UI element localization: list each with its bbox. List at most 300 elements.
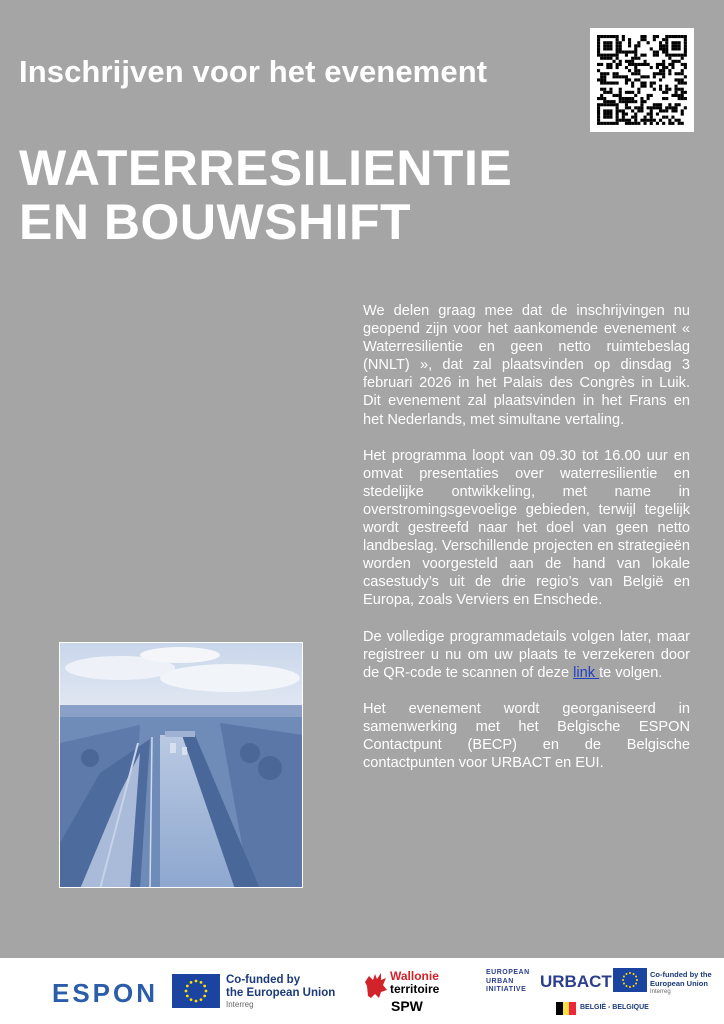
qr-module	[603, 54, 606, 57]
qr-module	[609, 91, 612, 94]
qr-module	[684, 51, 687, 54]
qr-module	[671, 47, 674, 50]
qr-module	[628, 69, 631, 72]
qr-module	[600, 54, 603, 57]
qr-module	[644, 38, 647, 41]
qr-module	[668, 54, 671, 57]
qr-module	[650, 109, 653, 112]
qr-module	[609, 57, 612, 60]
qr-module	[675, 41, 678, 44]
qr-module	[678, 54, 681, 57]
qr-module	[653, 88, 656, 91]
eu-star	[190, 981, 193, 984]
qr-module	[678, 119, 681, 122]
qr-module	[597, 113, 600, 116]
qr-module	[675, 88, 678, 91]
qr-module	[616, 72, 619, 75]
qr-module	[665, 116, 668, 119]
qr-module	[628, 60, 631, 63]
qr-module	[622, 75, 625, 78]
qr-module	[600, 94, 603, 97]
qr-module	[640, 63, 643, 66]
qr-module	[613, 60, 616, 63]
qr-module	[634, 57, 637, 60]
qr-module	[637, 63, 640, 66]
qr-module	[671, 66, 674, 69]
qr-module	[675, 119, 678, 122]
qr-module	[637, 57, 640, 60]
qr-module	[681, 78, 684, 81]
qr-module	[606, 122, 609, 125]
qr-module	[606, 103, 609, 106]
paragraph-3-end: te volgen.	[599, 664, 663, 681]
qr-module	[665, 35, 668, 38]
qr-module	[603, 91, 606, 94]
eu-star	[186, 985, 189, 988]
eu-cofunded-small-label	[650, 970, 724, 997]
qr-module	[603, 103, 606, 106]
qr-module	[613, 72, 616, 75]
qr-module	[631, 57, 634, 60]
qr-module	[675, 103, 678, 106]
qr-module	[675, 91, 678, 94]
qr-module	[653, 103, 656, 106]
qr-module	[678, 122, 681, 125]
qr-module	[671, 122, 674, 125]
qr-module	[600, 82, 603, 85]
qr-module	[619, 44, 622, 47]
qr-module	[603, 100, 606, 103]
qr-module	[681, 82, 684, 85]
qr-module	[662, 60, 665, 63]
qr-module	[681, 113, 684, 116]
qr-module	[597, 116, 600, 119]
qr-module	[637, 69, 640, 72]
qr-module	[640, 38, 643, 41]
qr-module	[603, 82, 606, 85]
qr-module	[609, 44, 612, 47]
qr-module	[656, 72, 659, 75]
qr-module	[628, 41, 631, 44]
qr-module	[675, 94, 678, 97]
qr-module	[665, 47, 668, 50]
qr-module	[600, 88, 603, 91]
qr-module	[631, 63, 634, 66]
qr-module	[603, 35, 606, 38]
qr-module	[656, 122, 659, 125]
qr-module	[650, 116, 653, 119]
qr-module	[637, 41, 640, 44]
qr-module	[600, 35, 603, 38]
qr-module	[684, 97, 687, 100]
qr-module	[659, 109, 662, 112]
qr-module	[634, 51, 637, 54]
eu-star	[633, 973, 635, 975]
footer-logos	[0, 958, 724, 1024]
qr-module	[678, 44, 681, 47]
qr-module	[609, 54, 612, 57]
qr-module	[644, 100, 647, 103]
qr-module	[619, 47, 622, 50]
eu-star	[635, 983, 637, 985]
qr-module	[662, 44, 665, 47]
qr-module	[662, 72, 665, 75]
qr-module	[616, 66, 619, 69]
qr-module	[609, 35, 612, 38]
paragraph-2: Het programma loopt van 09.30 tot 16.00 uur en omvat presentaties over waterresilientie en stedelijke ontwikkeling, met name in overstromingsgevoelige gebieden, terwijl tegelijk wordt gestreefd naar het doel van geen netto landbeslag. Verschillende projecten en strategieën worden voorgesteld aan de hand van lokale casestudy’s uit de drie regio’s van België en Europa, zoals Verviers en Enschede.	[363, 447, 690, 609]
qr-module	[668, 103, 671, 106]
qr-module	[631, 100, 634, 103]
qr-module	[628, 119, 631, 122]
eu-star	[629, 986, 631, 988]
qr-module	[597, 51, 600, 54]
qr-module	[628, 78, 631, 81]
qr-module	[644, 85, 647, 88]
qr-module	[597, 122, 600, 125]
qr-module	[597, 103, 600, 106]
eu-star	[636, 979, 638, 981]
qr-module	[597, 106, 600, 109]
qr-module	[609, 100, 612, 103]
qr-module	[616, 35, 619, 38]
qr-module	[678, 60, 681, 63]
qr-module	[650, 82, 653, 85]
qr-module	[628, 91, 631, 94]
qr-module	[644, 116, 647, 119]
qr-module	[675, 78, 678, 81]
qr-module	[662, 66, 665, 69]
qr-module	[671, 44, 674, 47]
qr-module	[653, 75, 656, 78]
qr-module	[600, 72, 603, 75]
qr-module	[671, 63, 674, 66]
qr-module	[684, 91, 687, 94]
qr-module	[647, 97, 650, 100]
qr-module	[622, 119, 625, 122]
qr-module	[681, 72, 684, 75]
qr-module	[684, 66, 687, 69]
qr-module	[634, 119, 637, 122]
qr-module	[662, 63, 665, 66]
eu-cofunded-small-text: Co-funded by the European Union	[650, 970, 712, 988]
eu-star	[626, 973, 628, 975]
qr-module	[665, 106, 668, 109]
qr-module	[662, 91, 665, 94]
qr-module	[613, 82, 616, 85]
qr-module	[634, 66, 637, 69]
qr-module	[619, 88, 622, 91]
eui-logo	[486, 969, 530, 995]
qr-module	[659, 78, 662, 81]
qr-module	[647, 106, 650, 109]
qr-module	[613, 103, 616, 106]
qr-module	[675, 85, 678, 88]
qr-module	[678, 78, 681, 81]
qr-module	[609, 63, 612, 66]
qr-module	[619, 41, 622, 44]
qr-module	[631, 60, 634, 63]
qr-module	[659, 69, 662, 72]
qr-module	[625, 119, 628, 122]
qr-module	[613, 75, 616, 78]
qr-module	[609, 66, 612, 69]
belgium-flag-icon	[556, 1002, 576, 1015]
qr-module	[597, 54, 600, 57]
qr-module	[675, 35, 678, 38]
qr-module	[656, 113, 659, 116]
qr-module	[659, 72, 662, 75]
qr-module	[603, 97, 606, 100]
qr-module	[622, 113, 625, 116]
qr-code-icon[interactable]	[590, 28, 694, 132]
qr-module	[678, 94, 681, 97]
qr-module	[662, 69, 665, 72]
qr-module	[628, 97, 631, 100]
qr-module	[613, 122, 616, 125]
qr-module	[678, 41, 681, 44]
qr-module	[640, 109, 643, 112]
wallonie-logo	[390, 970, 439, 996]
eu-star	[205, 990, 208, 993]
qr-module	[637, 109, 640, 112]
qr-module	[597, 109, 600, 112]
qr-module	[597, 63, 600, 66]
registration-link[interactable]: link	[573, 664, 600, 681]
qr-module	[606, 100, 609, 103]
qr-module	[600, 57, 603, 60]
eu-cofunded-line-2: the European Union	[226, 987, 336, 999]
qr-module	[616, 75, 619, 78]
qr-module	[628, 44, 631, 47]
qr-module	[628, 51, 631, 54]
qr-module	[619, 60, 622, 63]
eu-star	[203, 985, 206, 988]
interreg-label: Interreg	[226, 1000, 254, 1009]
qr-module	[640, 85, 643, 88]
qr-module	[659, 47, 662, 50]
qr-module	[671, 60, 674, 63]
qr-module	[671, 41, 674, 44]
qr-module	[603, 75, 606, 78]
rooster-icon	[363, 970, 389, 1005]
qr-module	[656, 51, 659, 54]
qr-module	[668, 88, 671, 91]
qr-module	[606, 82, 609, 85]
qr-module	[662, 116, 665, 119]
qr-module	[606, 91, 609, 94]
qr-module	[634, 69, 637, 72]
qr-module	[684, 47, 687, 50]
eu-cofunded-line-1: Co-funded by	[226, 974, 301, 986]
qr-module	[644, 75, 647, 78]
qr-module	[671, 106, 674, 109]
qr-module	[662, 97, 665, 100]
qr-module	[606, 113, 609, 116]
qr-module	[634, 72, 637, 75]
qr-module	[671, 109, 674, 112]
qr-module	[665, 51, 668, 54]
qr-module	[653, 35, 656, 38]
eu-star	[185, 990, 188, 993]
qr-module	[656, 103, 659, 106]
qr-module	[613, 54, 616, 57]
qr-module	[606, 54, 609, 57]
qr-module	[631, 122, 634, 125]
eu-star	[626, 985, 628, 987]
qr-module	[650, 85, 653, 88]
qr-module	[640, 106, 643, 109]
qr-module	[640, 103, 643, 106]
qr-module	[653, 38, 656, 41]
qr-module	[597, 44, 600, 47]
qr-module	[634, 54, 637, 57]
paragraph-3	[363, 628, 690, 682]
qr-module	[619, 51, 622, 54]
qr-module	[640, 54, 643, 57]
qr-module	[597, 97, 600, 100]
qr-module	[625, 91, 628, 94]
qr-module	[606, 63, 609, 66]
qr-module	[619, 91, 622, 94]
qr-module	[647, 94, 650, 97]
qr-module	[681, 122, 684, 125]
eu-flag-icon	[172, 974, 220, 1008]
belgie-label: BELGIË - BELGIQUE	[580, 1004, 649, 1011]
wallonie-label: Wallonie	[390, 969, 439, 983]
qr-module	[616, 57, 619, 60]
qr-module	[613, 94, 616, 97]
qr-module	[668, 57, 671, 60]
qr-module	[637, 122, 640, 125]
qr-module	[681, 57, 684, 60]
qr-module	[597, 78, 600, 81]
qr-module	[634, 94, 637, 97]
qr-module	[597, 47, 600, 50]
qr-module	[644, 35, 647, 38]
qr-module	[634, 78, 637, 81]
qr-module	[603, 72, 606, 75]
paragraph-1: We delen graag mee dat de inschrijvingen nu geopend zijn voor het aankomende evenement « Waterresilientie en geen netto ruimtebeslag (NNLT) », dat zal plaatsvinden op dinsdag 3 februari 2026 in het Palais des Congrès in Luik. Dit evenement zal plaatsvinden in het Frans en het Nederlands, met simultane vertaling.	[363, 303, 690, 428]
qr-module	[681, 69, 684, 72]
qr-module	[609, 113, 612, 116]
qr-module	[634, 44, 637, 47]
qr-module	[684, 82, 687, 85]
qr-module	[644, 63, 647, 66]
qr-module	[609, 109, 612, 112]
qr-module	[622, 97, 625, 100]
qr-module	[631, 91, 634, 94]
qr-module	[678, 103, 681, 106]
qr-module	[656, 35, 659, 38]
qr-module	[634, 100, 637, 103]
qr-module	[631, 85, 634, 88]
qr-module	[653, 72, 656, 75]
qr-module	[600, 122, 603, 125]
title-line-1: WATERRESILIENTIE	[19, 140, 513, 196]
qr-module	[659, 41, 662, 44]
paragraph-4: Het evenement wordt georganiseerd in samenwerking met het Belgische ESPON Contactpunt (BECP) en de Belgische contactpunten voor URBACT en EUI.	[363, 700, 690, 772]
qr-module	[628, 100, 631, 103]
qr-module	[631, 97, 634, 100]
qr-module	[647, 119, 650, 122]
qr-module	[650, 122, 653, 125]
qr-module	[606, 57, 609, 60]
qr-module	[616, 103, 619, 106]
event-subtitle: Inschrijven voor het evenement	[19, 54, 488, 89]
qr-module	[662, 122, 665, 125]
qr-module	[659, 85, 662, 88]
qr-module	[684, 44, 687, 47]
qr-module	[662, 75, 665, 78]
qr-module	[631, 109, 634, 112]
qr-module	[659, 44, 662, 47]
qr-module	[656, 66, 659, 69]
qr-module	[625, 51, 628, 54]
qr-module	[675, 60, 678, 63]
qr-module	[637, 72, 640, 75]
qr-module	[640, 97, 643, 100]
qr-module	[678, 88, 681, 91]
qr-module	[665, 97, 668, 100]
qr-module	[631, 116, 634, 119]
qr-module	[671, 54, 674, 57]
qr-module	[665, 109, 668, 112]
qr-module	[668, 122, 671, 125]
qr-module	[603, 113, 606, 116]
qr-module	[619, 119, 622, 122]
qr-module	[606, 47, 609, 50]
qr-module	[616, 51, 619, 54]
qr-module	[665, 44, 668, 47]
qr-module	[603, 47, 606, 50]
qr-module	[665, 85, 668, 88]
qr-module	[603, 109, 606, 112]
qr-module	[616, 63, 619, 66]
qr-module	[653, 54, 656, 57]
qr-module	[684, 54, 687, 57]
qr-module	[684, 106, 687, 109]
qr-module	[631, 82, 634, 85]
qr-module	[603, 116, 606, 119]
qr-module	[640, 75, 643, 78]
qr-module	[625, 100, 628, 103]
qr-module	[640, 119, 643, 122]
qr-module	[634, 113, 637, 116]
qr-module	[653, 82, 656, 85]
qr-module	[681, 54, 684, 57]
qr-module	[619, 63, 622, 66]
qr-module	[616, 116, 619, 119]
qr-module	[671, 94, 674, 97]
qr-module	[609, 41, 612, 44]
eu-star	[623, 983, 625, 985]
qr-module	[653, 106, 656, 109]
qr-module	[647, 41, 650, 44]
qr-module	[600, 78, 603, 81]
qr-module	[622, 38, 625, 41]
qr-module	[606, 66, 609, 69]
qr-module	[671, 116, 674, 119]
qr-module	[600, 103, 603, 106]
qr-module	[659, 88, 662, 91]
qr-module	[684, 41, 687, 44]
qr-module	[625, 122, 628, 125]
eu-star	[203, 995, 206, 998]
qr-module	[597, 69, 600, 72]
qr-module	[644, 54, 647, 57]
qr-module	[606, 41, 609, 44]
qr-module	[603, 44, 606, 47]
